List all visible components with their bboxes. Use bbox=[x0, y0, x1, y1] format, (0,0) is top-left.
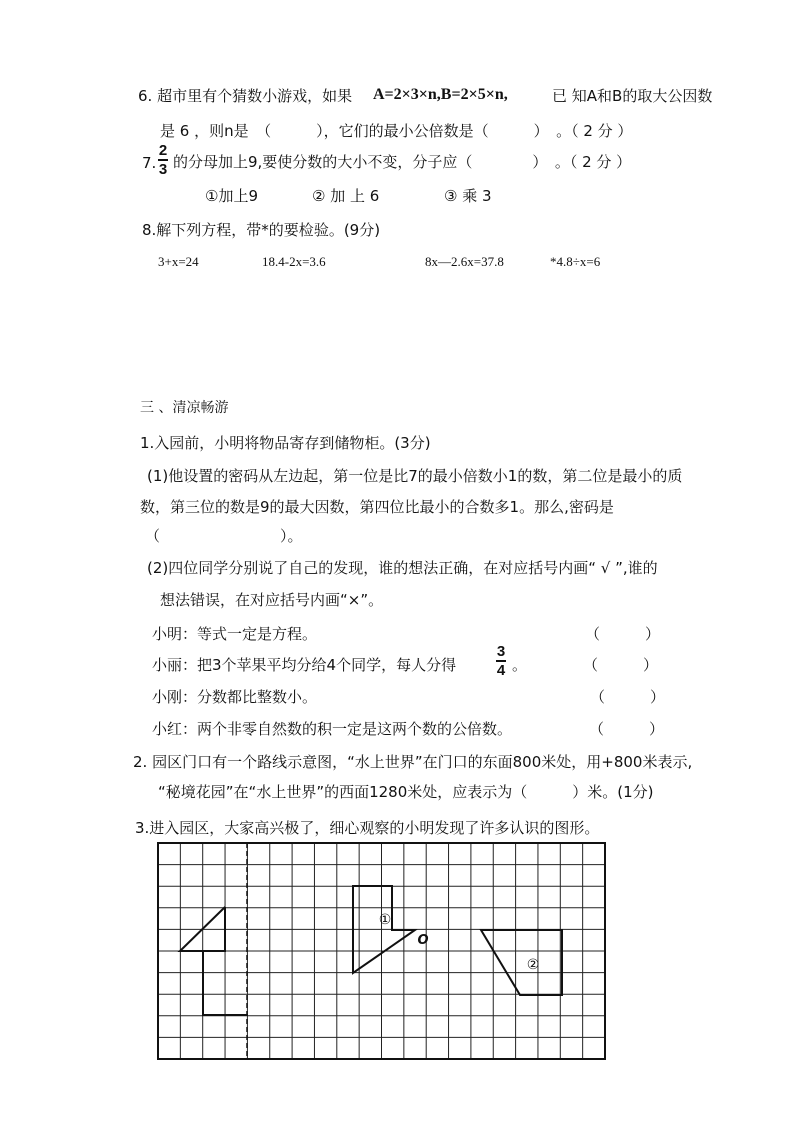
statement-2-suffix: 。 bbox=[512, 656, 528, 674]
q6-formula: A=2×3×n,B=2×5×n, bbox=[373, 86, 508, 103]
point-o-label: O bbox=[417, 933, 429, 948]
q7-option-3: ③ 乘 3 bbox=[444, 187, 492, 205]
s1-part2-line1: (2)四位同学分别说了自己的发现，谁的想法正确，在对应括号内画“ √ ”,谁的 bbox=[147, 559, 658, 577]
statement-2-frac-numerator: 3 bbox=[496, 643, 506, 660]
s1-part2-line2: 想法错误，在对应括号内画“×”。 bbox=[160, 591, 384, 609]
q7-frac-numerator: 2 bbox=[158, 142, 168, 159]
grid-lines bbox=[158, 843, 605, 1059]
q7-frac-denominator: 3 bbox=[158, 161, 168, 178]
statement-2-text: 小丽：把3个苹果平均分给4个同学，每人分得 bbox=[152, 656, 457, 674]
s1-title: 1.入园前，小明将物品寄存到储物柜。(3分) bbox=[140, 434, 431, 452]
shape-2 bbox=[481, 930, 562, 995]
s3-title: 3.进入园区，大家高兴极了，细心观察的小明发现了许多认识的图形。 bbox=[135, 819, 600, 837]
q7-option-2: ② 加 上 6 bbox=[312, 187, 380, 205]
s1-part1-line3: （ ）。 bbox=[145, 527, 303, 545]
q8-equation-4: *4.8÷x=6 bbox=[550, 254, 601, 269]
q6-line2: 是 6 ，则n是 （ ），它们的最小公倍数是（ ） 。（ 2 分 ） bbox=[160, 122, 633, 140]
shape-1-label: ① bbox=[378, 912, 392, 928]
q8-equation-1: 3+x=24 bbox=[158, 254, 199, 269]
statement-2-fraction bbox=[496, 644, 506, 678]
q7-text: 的分母加上9,要使分数的大小不变，分子应（ ） 。（ 2 分 ） bbox=[173, 153, 632, 171]
q7-number: 7. bbox=[142, 154, 157, 172]
statement-3-text: 小刚：分数都比整数小。 bbox=[152, 688, 318, 706]
q8-equation-2: 18.4-2x=3.6 bbox=[262, 254, 326, 269]
s1-part1-line2: 数，第三位的数是9的最大因数，第四位比最小的合数多1。那么,密码是 bbox=[140, 498, 614, 516]
s2-line2: “秘境花园”在“水上世界”的西面1280米处，应表示为（ ）米。(1分) bbox=[158, 783, 654, 801]
section3-heading: 三 、清凉畅游 bbox=[140, 400, 229, 416]
q7-option-1: ①加上9 bbox=[205, 187, 258, 205]
q6-line1-a: 6. 超市里有个猜数小游戏，如果 bbox=[138, 87, 353, 105]
q8-title: 8.解下列方程，带*的要检验。(9分) bbox=[142, 221, 381, 239]
statement-1-text: 小明：等式一定是方程。 bbox=[152, 625, 318, 643]
statement-2-bracket: （ ） bbox=[583, 656, 659, 674]
q7-fraction bbox=[158, 143, 168, 177]
statement-4-text: 小红：两个非零自然数的积一定是这两个数的公倍数。 bbox=[152, 720, 513, 738]
s1-part1-line1: (1)他设置的密码从左边起，第一位是比7的最小倍数小1的数，第二位是最小的质 bbox=[147, 467, 683, 485]
left-shape bbox=[180, 907, 248, 1015]
q8-equation-3: 8x—2.6x=37.8 bbox=[425, 254, 504, 269]
statement-3-bracket: （ ） bbox=[590, 688, 666, 706]
statement-1-bracket: （ ） bbox=[585, 625, 661, 643]
shape-1 bbox=[353, 886, 415, 973]
shape-2-label: ② bbox=[526, 957, 540, 973]
s2-line1: 2. 园区门口有一个路线示意图，“水上世界”在门口的东面800米处，用+800米表示, bbox=[133, 753, 693, 771]
statement-4-bracket: （ ） bbox=[589, 720, 665, 738]
grid-border bbox=[158, 843, 605, 1059]
q6-line1-b: 已 知A和B的取大公因数 bbox=[552, 87, 713, 105]
statement-2-frac-denominator: 4 bbox=[496, 662, 506, 679]
